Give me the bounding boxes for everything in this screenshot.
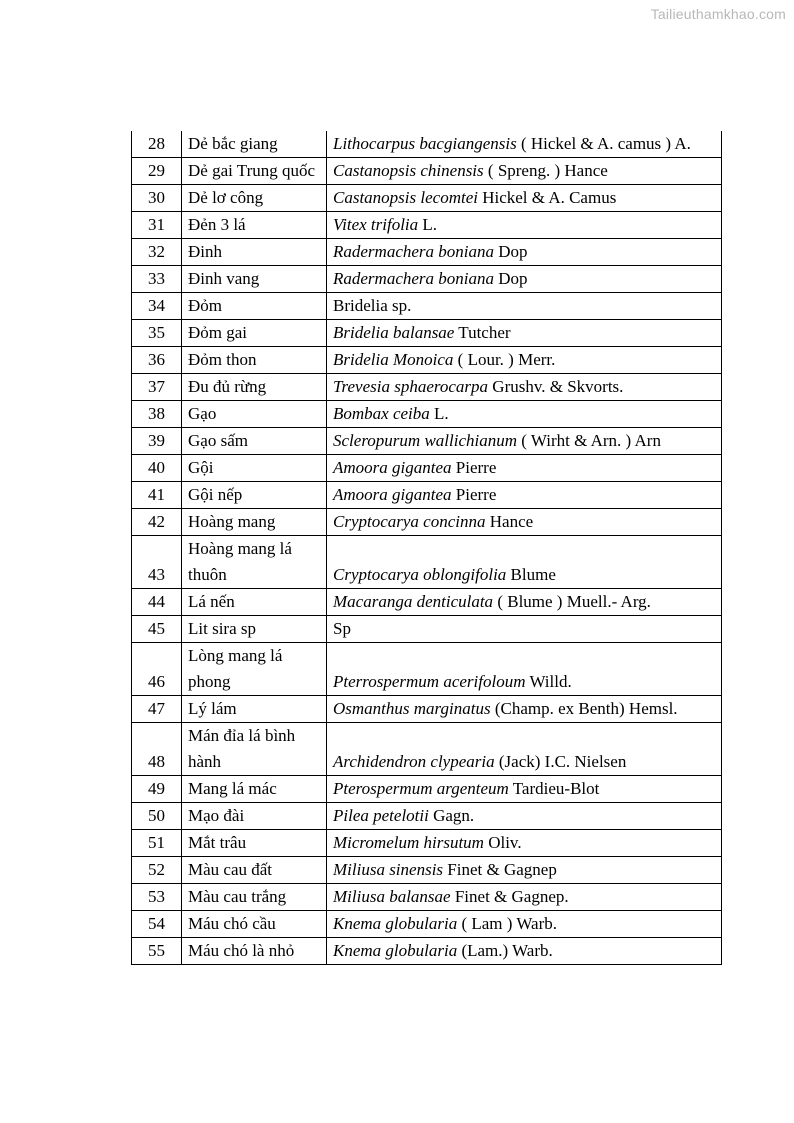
author-citation: L.: [429, 404, 449, 423]
scientific-name: Radermachera boniana: [333, 242, 495, 261]
scientific-name: Archidendron clypearia: [333, 752, 495, 771]
scientific-name-cell: [327, 911, 722, 938]
author-citation: (Lam.) Warb.: [457, 941, 553, 960]
author-citation: Pierre: [451, 485, 497, 504]
common-name: Gạo sấm: [182, 428, 327, 455]
scientific-name-cell: [327, 616, 722, 643]
common-name: Lit sira sp: [182, 616, 327, 643]
scientific-name: Lithocarpus bacgiangensis: [333, 134, 517, 153]
scientific-name-cell: [327, 428, 722, 455]
common-name: Mắt trâu: [182, 830, 327, 857]
row-number: 36: [132, 347, 182, 374]
table-row: [132, 509, 722, 536]
scientific-name-cell: [327, 723, 722, 776]
table-row: [132, 158, 722, 185]
author-citation: Hance: [485, 512, 534, 531]
author-citation: ( Lam ) Warb.: [457, 914, 558, 933]
common-name: Đinh vang: [182, 266, 327, 293]
common-name: Đu đủ rừng: [182, 374, 327, 401]
scientific-name-cell: [327, 938, 722, 965]
common-name: Đinh: [182, 239, 327, 266]
author-citation: Dop: [494, 269, 528, 288]
row-number: 29: [132, 158, 182, 185]
row-number: 55: [132, 938, 182, 965]
scientific-name: Scleropurum wallichianum: [333, 431, 517, 450]
author-citation: Hickel & A. Camus: [477, 188, 617, 207]
author-citation: Oliv.: [483, 833, 522, 852]
table-row: [132, 696, 722, 723]
author-citation: Willd.: [525, 672, 572, 691]
row-number: 33: [132, 266, 182, 293]
table-row: [132, 293, 722, 320]
scientific-name-cell: [327, 509, 722, 536]
scientific-name: Micromelum hirsutum: [333, 833, 484, 852]
table-row: [132, 266, 722, 293]
scientific-name-cell: [327, 239, 722, 266]
scientific-name: Macaranga denticulata: [333, 592, 494, 611]
author-citation: Gagn.: [428, 806, 475, 825]
row-number: 53: [132, 884, 182, 911]
row-number: 44: [132, 589, 182, 616]
row-number: 39: [132, 428, 182, 455]
table-row: [132, 401, 722, 428]
common-name: Dẻ bắc giang: [182, 131, 327, 158]
table-row: [132, 131, 722, 158]
common-name: Lý lám: [182, 696, 327, 723]
scientific-name-cell: [327, 293, 722, 320]
author-citation: Blume: [506, 565, 556, 584]
common-name: Màu cau đất: [182, 857, 327, 884]
scientific-name: Castanopsis chinensis: [333, 161, 484, 180]
scientific-name-cell: [327, 131, 722, 158]
table-row: [132, 884, 722, 911]
row-number: 50: [132, 803, 182, 830]
scientific-name-cell: [327, 158, 722, 185]
author-citation: ( Spreng. ) Hance: [483, 161, 608, 180]
species-table: [131, 131, 722, 965]
scientific-name-cell: [327, 830, 722, 857]
common-name: Dẻ lơ công: [182, 185, 327, 212]
row-number: 51: [132, 830, 182, 857]
scientific-name: Miliusa sinensis: [333, 860, 444, 879]
scientific-name-cell: [327, 884, 722, 911]
scientific-name-cell: [327, 776, 722, 803]
species-table-body: [132, 131, 722, 965]
author-citation: Sp: [333, 619, 351, 638]
common-name: Mạo đài: [182, 803, 327, 830]
row-number: 37: [132, 374, 182, 401]
table-row: [132, 455, 722, 482]
row-number: 47: [132, 696, 182, 723]
row-number: 31: [132, 212, 182, 239]
scientific-name-cell: [327, 803, 722, 830]
row-number: 54: [132, 911, 182, 938]
table-row: [132, 830, 722, 857]
author-citation: Finet & Gagnep.: [450, 887, 569, 906]
common-name: Máu chó cầu: [182, 911, 327, 938]
author-citation: Finet & Gagnep: [443, 860, 557, 879]
scientific-name-cell: [327, 536, 722, 589]
row-number: 35: [132, 320, 182, 347]
scientific-name-cell: [327, 266, 722, 293]
table-row: [132, 911, 722, 938]
author-citation: ( Wirht & Arn. ) Arn: [517, 431, 661, 450]
scientific-name-cell: [327, 482, 722, 509]
table-row: [132, 643, 722, 696]
row-number: 30: [132, 185, 182, 212]
scientific-name: Amoora gigantea: [333, 485, 452, 504]
scientific-name-cell: [327, 643, 722, 696]
row-number: 42: [132, 509, 182, 536]
common-name: Lá nến: [182, 589, 327, 616]
scientific-name: Bridelia balansae: [333, 323, 455, 342]
author-citation: Tutcher: [454, 323, 511, 342]
scientific-name: Pilea petelotii: [333, 806, 429, 825]
scientific-name-cell: [327, 212, 722, 239]
author-citation: (Champ. ex Benth) Hemsl.: [490, 699, 678, 718]
scientific-name-cell: [327, 589, 722, 616]
scientific-name-cell: [327, 857, 722, 884]
common-name: Mang lá mác: [182, 776, 327, 803]
scientific-name: Pterospermum argenteum: [333, 779, 509, 798]
author-citation: ( Hickel & A. camus ) A.: [516, 134, 691, 153]
common-name: Lòng mang lá phong: [182, 643, 327, 696]
common-name: Đẻn 3 lá: [182, 212, 327, 239]
table-row: [132, 239, 722, 266]
row-number: 43: [132, 536, 182, 589]
row-number: 49: [132, 776, 182, 803]
scientific-name-cell: [327, 401, 722, 428]
author-citation: Dop: [494, 242, 528, 261]
table-row: [132, 347, 722, 374]
table-row: [132, 803, 722, 830]
table-row: [132, 616, 722, 643]
scientific-name: Cryptocarya oblongifolia: [333, 565, 507, 584]
scientific-name: Trevesia sphaerocarpa: [333, 377, 489, 396]
author-citation: Pierre: [451, 458, 497, 477]
table-row: [132, 185, 722, 212]
scientific-name: Bridelia Monoica: [333, 350, 454, 369]
table-row: [132, 374, 722, 401]
table-row: [132, 589, 722, 616]
common-name: Gạo: [182, 401, 327, 428]
scientific-name: Knema globularia: [333, 941, 458, 960]
scientific-name-cell: [327, 696, 722, 723]
row-number: 38: [132, 401, 182, 428]
common-name: Đỏm: [182, 293, 327, 320]
row-number: 52: [132, 857, 182, 884]
row-number: 41: [132, 482, 182, 509]
table-row: [132, 536, 722, 589]
common-name: Đỏm gai: [182, 320, 327, 347]
scientific-name: Bombax ceiba: [333, 404, 430, 423]
scientific-name-cell: [327, 185, 722, 212]
scientific-name-cell: [327, 347, 722, 374]
common-name: Đỏm thon: [182, 347, 327, 374]
common-name: Dẻ gai Trung quốc: [182, 158, 327, 185]
scientific-name: Miliusa balansae: [333, 887, 451, 906]
table-row: [132, 776, 722, 803]
scientific-name: Vitex trifolia: [333, 215, 419, 234]
row-number: 45: [132, 616, 182, 643]
row-number: 32: [132, 239, 182, 266]
row-number: 28: [132, 131, 182, 158]
scientific-name: Knema globularia: [333, 914, 458, 933]
scientific-name: Radermachera boniana: [333, 269, 495, 288]
common-name: Màu cau trắng: [182, 884, 327, 911]
scientific-name: Castanopsis lecomtei: [333, 188, 478, 207]
author-citation: L.: [418, 215, 438, 234]
author-citation: Grushv. & Skvorts.: [488, 377, 624, 396]
table-row: [132, 212, 722, 239]
watermark: Tailieuthamkhao.com: [650, 6, 786, 22]
table-row: [132, 428, 722, 455]
row-number: 34: [132, 293, 182, 320]
common-name: Gội nếp: [182, 482, 327, 509]
row-number: 40: [132, 455, 182, 482]
common-name: Máu chó là nhỏ: [182, 938, 327, 965]
common-name: Gội: [182, 455, 327, 482]
common-name: Hoàng mang: [182, 509, 327, 536]
table-row: [132, 857, 722, 884]
author-citation: ( Lour. ) Merr.: [453, 350, 556, 369]
table-row: [132, 482, 722, 509]
author-citation: (Jack) I.C. Nielsen: [494, 752, 627, 771]
row-number: 46: [132, 643, 182, 696]
scientific-name-cell: [327, 320, 722, 347]
author-citation: Tardieu-Blot: [508, 779, 600, 798]
author-citation: ( Blume ) Muell.- Arg.: [493, 592, 651, 611]
common-name: Mán đỉa lá bình hành: [182, 723, 327, 776]
scientific-name: Osmanthus marginatus: [333, 699, 491, 718]
scientific-name-cell: [327, 374, 722, 401]
table-row: [132, 320, 722, 347]
scientific-name-cell: [327, 455, 722, 482]
table-row: [132, 938, 722, 965]
table-row: [132, 723, 722, 776]
common-name: Hoàng mang lá thuôn: [182, 536, 327, 589]
scientific-name: Amoora gigantea: [333, 458, 452, 477]
row-number: 48: [132, 723, 182, 776]
author-citation: Bridelia sp.: [333, 296, 412, 315]
scientific-name: Pterrospermum acerifoloum: [333, 672, 526, 691]
scientific-name: Cryptocarya concinna: [333, 512, 486, 531]
